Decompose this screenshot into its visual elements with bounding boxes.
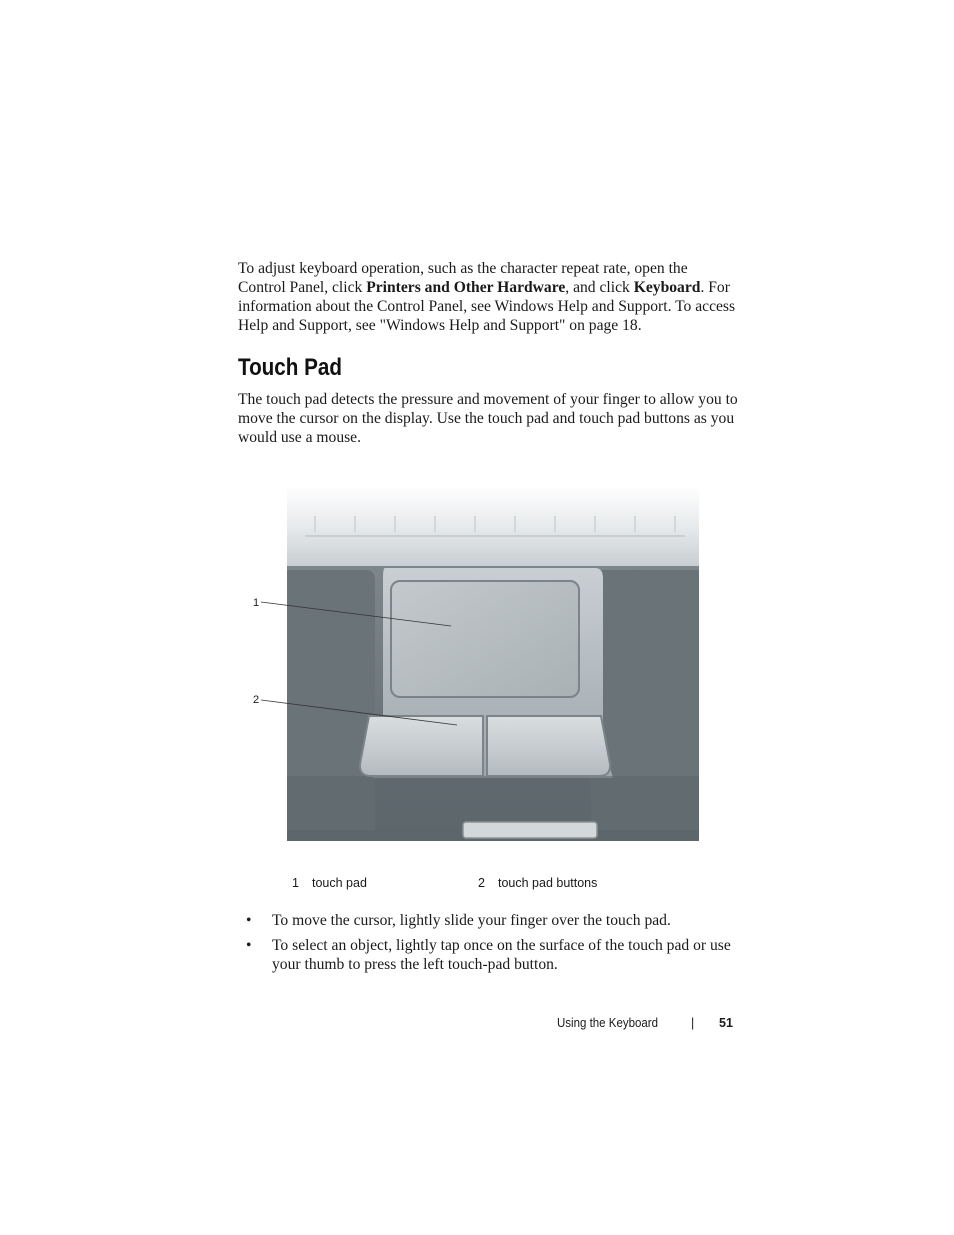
bullet-icon: •	[246, 912, 252, 929]
list-item	[246, 936, 741, 974]
bullet-text: To select an object, lightly tap once on the surface of the touch pad or use your thumb to press the left touch-pad button.	[272, 937, 731, 973]
legend-label: touch pad buttons	[498, 876, 598, 890]
legend-item-touch-pad	[292, 876, 367, 890]
callout-number-2: 2	[253, 694, 260, 706]
legend-number: 1	[292, 876, 299, 890]
front-latch	[463, 822, 597, 838]
footer-separator: |	[691, 1016, 695, 1030]
touch-pad	[391, 581, 579, 697]
bullet-icon: •	[246, 937, 252, 954]
touch-pad-right-button	[487, 716, 610, 776]
intro-bold-keyboard: Keyboard	[633, 279, 701, 296]
footer-section-title: Using the Keyboard	[557, 1016, 659, 1030]
bullet-list	[246, 911, 741, 980]
legend-label: touch pad	[312, 876, 367, 890]
page-number: 51	[719, 1016, 733, 1030]
intro-paragraph	[238, 259, 738, 335]
callout-number-1: 1	[253, 597, 260, 609]
section-heading: Touch Pad	[238, 354, 342, 381]
touch-pad-left-button	[360, 716, 483, 776]
list-item	[246, 911, 741, 930]
touchpad-illustration	[245, 486, 705, 846]
legend-number: 2	[478, 876, 485, 890]
intro-bold-printers: Printers and Other Hardware	[366, 279, 566, 296]
intro-text-2: , and click	[565, 279, 634, 296]
bullet-text: To move the cursor, lightly slide your finger over the touch pad.	[272, 912, 671, 929]
intro-text-3: . For information about the Control Panel, see Windows Help and Support. To access Help and Support, see "Windows Help and Support" on page 18.	[238, 279, 736, 334]
legend-item-touch-pad-buttons	[478, 876, 597, 890]
section-paragraph: The touch pad detects the pressure and movement of your finger to allow you to move the cursor on the display. Use the touch pad and touch pad buttons as you would use a mouse.	[238, 391, 738, 446]
intro-text-1: To adjust keyboard operation, such as the character repeat rate, open the Control Panel, click	[238, 260, 688, 296]
